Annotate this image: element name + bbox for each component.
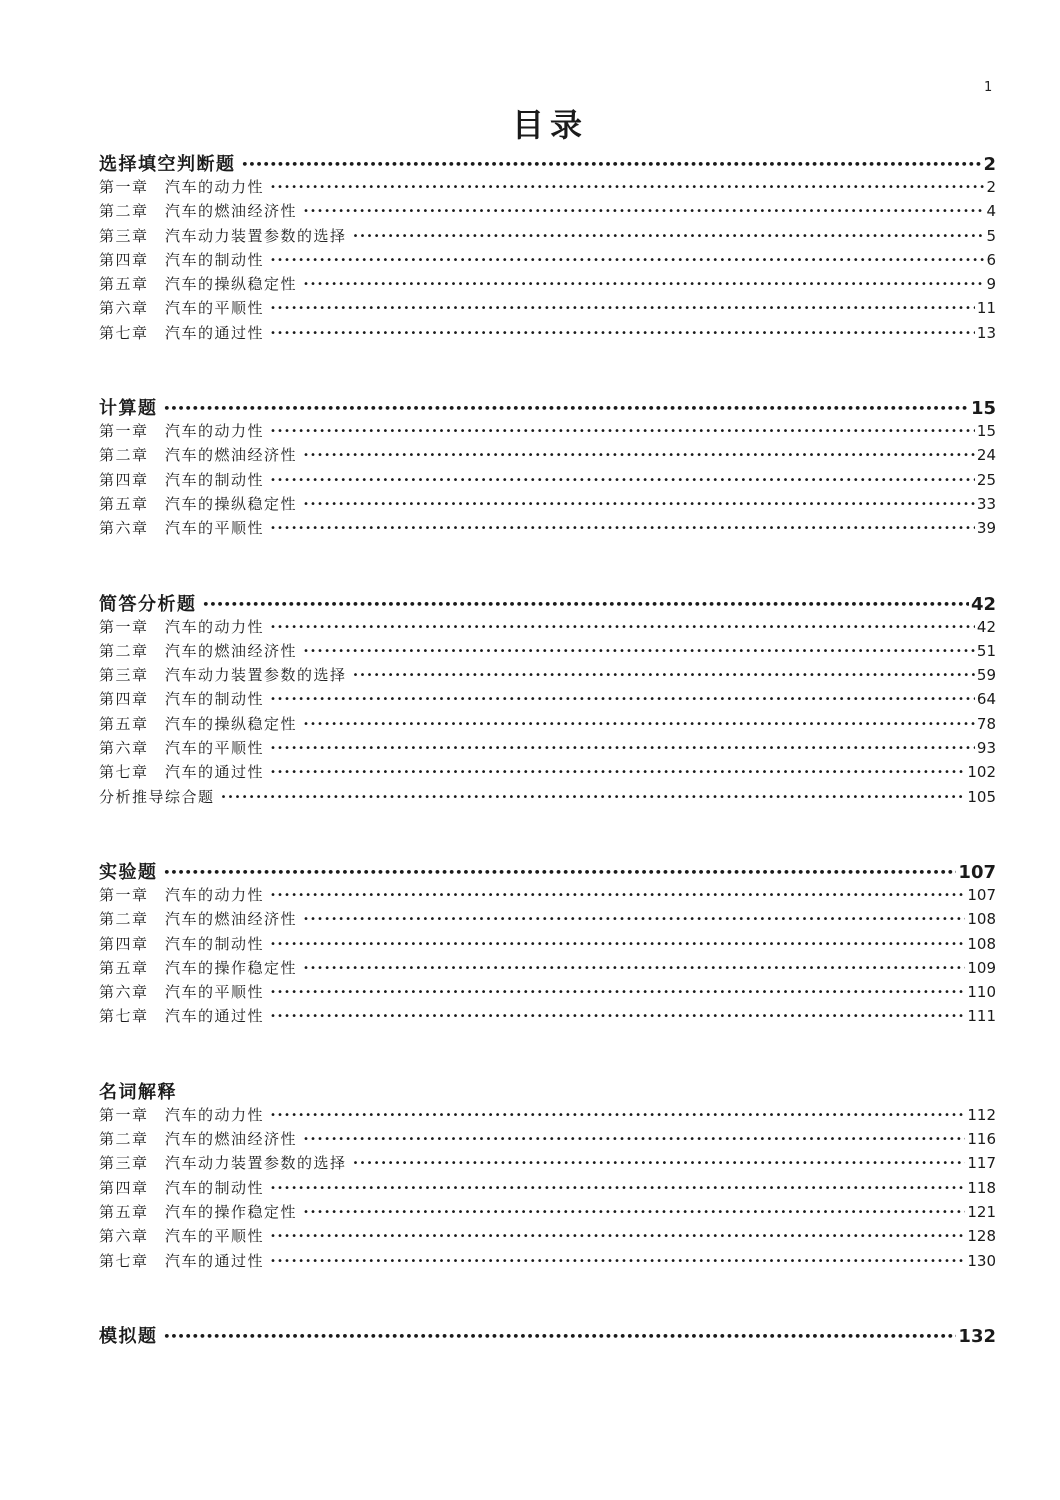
toc-page-number: 108 — [967, 934, 996, 953]
toc-entry[interactable] — [99, 737, 996, 761]
toc-section-heading[interactable] — [99, 150, 996, 176]
dot-leader — [270, 694, 975, 705]
toc-section-title: 选择填空判断题 — [99, 154, 236, 175]
toc-page-number: 25 — [976, 470, 996, 489]
dot-leader — [303, 719, 975, 730]
toc-entry[interactable] — [99, 884, 996, 908]
toc-entry-title: 第一章 汽车的动力性 — [99, 1105, 265, 1124]
toc-entry[interactable] — [99, 761, 996, 785]
dot-leader — [242, 158, 982, 171]
dot-leader — [270, 743, 975, 754]
toc-entry[interactable] — [99, 616, 996, 640]
toc-entry[interactable] — [99, 1225, 996, 1249]
toc-entry[interactable] — [99, 1128, 996, 1152]
toc-entry[interactable] — [99, 200, 996, 224]
dot-leader — [270, 622, 975, 633]
dot-leader — [270, 426, 975, 437]
toc-entry-title: 第七章 汽车的通过性 — [99, 763, 265, 782]
toc-page-number: 107 — [958, 861, 996, 883]
toc-entry-title: 第五章 汽车的操纵稳定性 — [99, 494, 298, 513]
toc-entry[interactable] — [99, 176, 996, 200]
toc-entry[interactable] — [99, 273, 996, 297]
dot-leader — [270, 475, 975, 486]
dot-leader — [303, 450, 975, 461]
toc-page-number: 9 — [986, 275, 996, 294]
dot-leader — [270, 1110, 965, 1121]
toc-section — [99, 150, 996, 346]
toc-page-number: 59 — [976, 666, 996, 685]
toc-page-number: 118 — [967, 1178, 996, 1197]
dot-leader — [270, 767, 965, 778]
toc-entry[interactable] — [99, 322, 996, 346]
toc-entry-title: 第一章 汽车的动力性 — [99, 422, 265, 441]
toc-entry[interactable] — [99, 713, 996, 737]
toc-page-number: 108 — [967, 910, 996, 929]
toc-page-number: 33 — [976, 494, 996, 513]
dot-leader — [270, 523, 975, 534]
toc-entry-title: 第四章 汽车的制动性 — [99, 1178, 265, 1197]
toc-page-number: 130 — [967, 1251, 996, 1270]
toc-entry-title: 第五章 汽车的操作稳定性 — [99, 958, 298, 977]
toc-page-number: 117 — [967, 1154, 996, 1173]
toc-entry[interactable] — [99, 933, 996, 957]
toc-entry-title: 第五章 汽车的操作稳定性 — [99, 1202, 298, 1221]
dot-leader — [164, 866, 957, 879]
toc-section-heading[interactable] — [99, 394, 996, 420]
page-title: 目录 — [511, 106, 588, 144]
dot-leader — [270, 987, 965, 998]
toc-section-title: 模拟题 — [99, 1325, 158, 1347]
toc-entry-title: 第四章 汽车的制动性 — [99, 690, 265, 709]
toc-entry-title: 第二章 汽车的燃油经济性 — [99, 1130, 298, 1149]
dot-leader — [164, 1330, 957, 1343]
dot-leader — [303, 499, 975, 510]
toc-entry[interactable] — [99, 664, 996, 688]
dot-leader — [270, 939, 965, 950]
toc-entry-title: 分析推导综合题 — [99, 787, 215, 806]
toc-section-heading[interactable] — [99, 1078, 996, 1104]
toc-page-number: 6 — [986, 250, 996, 269]
toc-entry-title: 第七章 汽车的通过性 — [99, 323, 265, 342]
toc-page-number: 78 — [976, 714, 996, 733]
dot-leader — [303, 206, 984, 217]
toc-section-title: 名词解释 — [99, 1081, 177, 1103]
dot-leader — [303, 914, 965, 925]
dot-leader — [270, 1011, 965, 1022]
toc-section — [99, 590, 996, 810]
toc-section-heading[interactable] — [99, 858, 996, 884]
toc-page-number: 24 — [976, 446, 996, 465]
dot-leader — [270, 303, 975, 314]
toc-page-number: 93 — [976, 739, 996, 758]
toc-entry[interactable] — [99, 517, 996, 541]
toc-entry[interactable] — [99, 688, 996, 712]
dot-leader — [353, 231, 985, 242]
toc-section-title: 简答分析题 — [99, 593, 197, 615]
dot-leader — [270, 182, 984, 193]
toc-entry[interactable] — [99, 640, 996, 664]
toc-entry-title: 第一章 汽车的动力性 — [99, 885, 265, 904]
toc-entry-title: 第六章 汽车的平顺性 — [99, 299, 265, 318]
toc-entry[interactable] — [99, 469, 996, 493]
toc-section — [99, 394, 996, 541]
dot-leader — [303, 279, 984, 290]
toc-page-number: 4 — [986, 202, 996, 221]
toc-page-number: 51 — [976, 641, 996, 660]
toc-entry-title: 第三章 汽车动力装置参数的选择 — [99, 666, 347, 685]
dot-leader — [353, 670, 975, 681]
toc-page-number: 128 — [967, 1227, 996, 1246]
toc-entry-title: 第三章 汽车动力装置参数的选择 — [99, 1154, 347, 1173]
toc-entry[interactable] — [99, 1152, 996, 1176]
toc-page-number: 110 — [967, 983, 996, 1002]
dot-leader — [270, 1231, 965, 1242]
toc-section — [99, 1322, 996, 1348]
toc-page-number: 107 — [967, 885, 996, 904]
toc-entry[interactable] — [99, 1177, 996, 1201]
toc-entry[interactable] — [99, 225, 996, 249]
toc-entry[interactable] — [99, 1250, 996, 1274]
toc-entry[interactable] — [99, 420, 996, 444]
toc-page-number: 5 — [986, 226, 996, 245]
toc-entry-title: 第六章 汽车的平顺性 — [99, 1227, 265, 1246]
toc-section-heading[interactable] — [99, 1322, 996, 1348]
toc-page-number: 105 — [967, 787, 996, 806]
toc-entry[interactable] — [99, 1201, 996, 1225]
toc-entry-title: 第四章 汽车的制动性 — [99, 250, 265, 269]
dot-leader — [270, 1256, 965, 1267]
dot-leader — [203, 598, 969, 611]
toc-entry-title: 第七章 汽车的通过性 — [99, 1007, 265, 1026]
toc-entry-title: 第六章 汽车的平顺性 — [99, 739, 265, 758]
toc-section-heading[interactable] — [99, 590, 996, 616]
toc-entry-title: 第二章 汽车的燃油经济性 — [99, 446, 298, 465]
page-number: 1 — [984, 80, 993, 95]
toc-entry-title: 第六章 汽车的平顺性 — [99, 519, 265, 538]
dot-leader — [303, 1134, 965, 1145]
toc-entry-title: 第二章 汽车的燃油经济性 — [99, 202, 298, 221]
toc-entry-title: 第三章 汽车动力装置参数的选择 — [99, 226, 347, 245]
toc-entry[interactable] — [99, 249, 996, 273]
toc-page-number: 121 — [967, 1202, 996, 1221]
toc-entry[interactable] — [99, 297, 996, 321]
toc-entry-title: 第四章 汽车的制动性 — [99, 470, 265, 489]
dot-leader — [353, 1158, 966, 1169]
toc-page-number: 15 — [976, 422, 996, 441]
toc-entry-title: 第五章 汽车的操纵稳定性 — [99, 714, 298, 733]
toc-entry-title: 第一章 汽车的动力性 — [99, 617, 265, 636]
dot-leader — [221, 792, 966, 803]
toc-section — [99, 858, 996, 1030]
toc-entry[interactable] — [99, 786, 996, 810]
toc-entry-title: 第二章 汽车的燃油经济性 — [99, 910, 298, 929]
toc-entry[interactable] — [99, 1104, 996, 1128]
toc-page-number: 13 — [976, 323, 996, 342]
table-of-contents — [99, 150, 996, 1348]
dot-leader — [164, 402, 969, 415]
toc-entry[interactable] — [99, 981, 996, 1005]
toc-entry-title: 第四章 汽车的制动性 — [99, 934, 265, 953]
dot-leader — [303, 1207, 965, 1218]
toc-section-title: 实验题 — [99, 861, 158, 883]
dot-leader — [270, 328, 975, 339]
toc-page-number: 2 — [986, 178, 996, 196]
toc-page-number: 109 — [967, 958, 996, 977]
toc-entry[interactable] — [99, 1005, 996, 1029]
toc-section — [99, 1078, 996, 1274]
toc-page-number: 111 — [967, 1007, 996, 1026]
toc-entry-title: 第六章 汽车的平顺性 — [99, 983, 265, 1002]
toc-entry[interactable] — [99, 908, 996, 932]
toc-page-number: 132 — [958, 1325, 996, 1347]
toc-section-title: 计算题 — [99, 398, 158, 420]
toc-page-number: 112 — [967, 1105, 996, 1124]
toc-page-number: 116 — [967, 1130, 996, 1149]
toc-page-number: 42 — [976, 617, 996, 636]
dot-leader — [270, 890, 965, 901]
toc-page-number: 2 — [983, 154, 996, 175]
dot-leader — [270, 1183, 965, 1194]
dot-leader — [303, 646, 975, 657]
dot-leader — [303, 963, 965, 974]
toc-entry-title: 第七章 汽车的通过性 — [99, 1251, 265, 1270]
toc-entry-title: 第一章 汽车的动力性 — [99, 178, 265, 196]
toc-entry-title: 第二章 汽车的燃油经济性 — [99, 641, 298, 660]
toc-page-number: 42 — [970, 593, 996, 615]
toc-page-number: 64 — [976, 690, 996, 709]
toc-page-number: 39 — [976, 519, 996, 538]
toc-entry-title: 第五章 汽车的操纵稳定性 — [99, 275, 298, 294]
dot-leader — [270, 255, 984, 266]
toc-page-number: 15 — [970, 398, 996, 420]
toc-page-number: 102 — [967, 763, 996, 782]
toc-entry[interactable] — [99, 444, 996, 468]
toc-entry[interactable] — [99, 493, 996, 517]
toc-entry[interactable] — [99, 957, 996, 981]
toc-page-number: 11 — [976, 299, 996, 318]
